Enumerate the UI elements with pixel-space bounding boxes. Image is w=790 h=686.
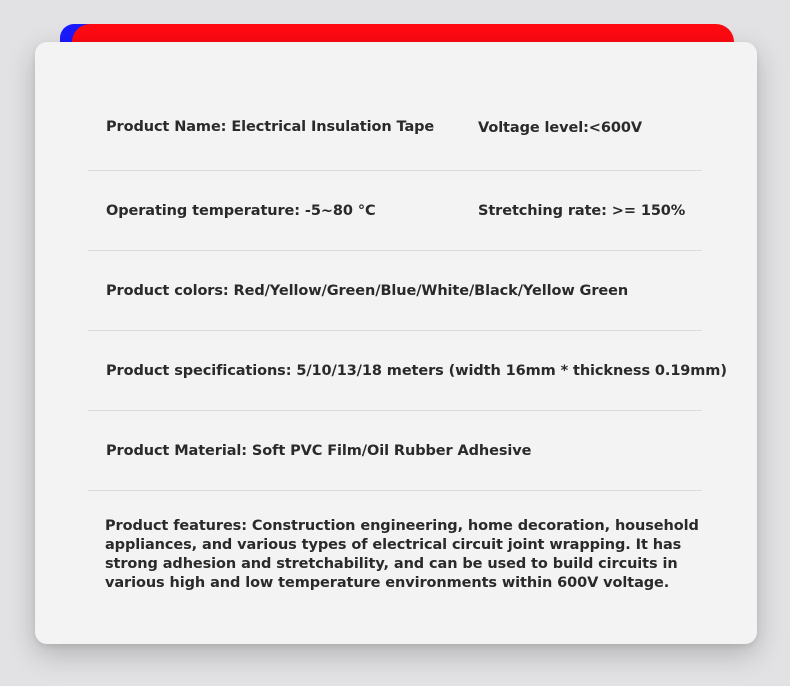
product-material-text: Product Material: Soft PVC Film/Oil Rubber Adhesive <box>106 443 532 459</box>
spec-row-specifications <box>88 330 727 411</box>
spec-row-name-voltage <box>88 90 702 171</box>
spec-row-features <box>88 490 702 630</box>
product-name-text: Product Name: Electrical Insulation Tape <box>106 119 435 135</box>
spec-card <box>35 42 757 644</box>
spec-row-temperature-stretch <box>88 170 702 251</box>
product-colors-text: Product colors: Red/Yellow/Green/Blue/White/Black/Yellow Green <box>106 283 629 299</box>
spec-row-material <box>88 410 702 491</box>
product-specifications-text: Product specifications: 5/10/13/18 meters (width 16mm * thickness 0.19mm) <box>106 363 727 379</box>
spec-row-colors <box>88 250 702 331</box>
product-features-text: Product features: Construction engineering, home decoration, household appliances, and various types of electrical circuit joint wrapping. It has strong adhesion and stretchability, and can be used to build circuits in various high and low temperature environments within 600V voltage. <box>105 518 699 591</box>
operating-temperature-text: Operating temperature: -5~80 °C <box>106 203 376 219</box>
voltage-level-text: Voltage level:<600V <box>478 120 642 136</box>
stretching-rate-text: Stretching rate: >= 150% <box>478 203 686 219</box>
